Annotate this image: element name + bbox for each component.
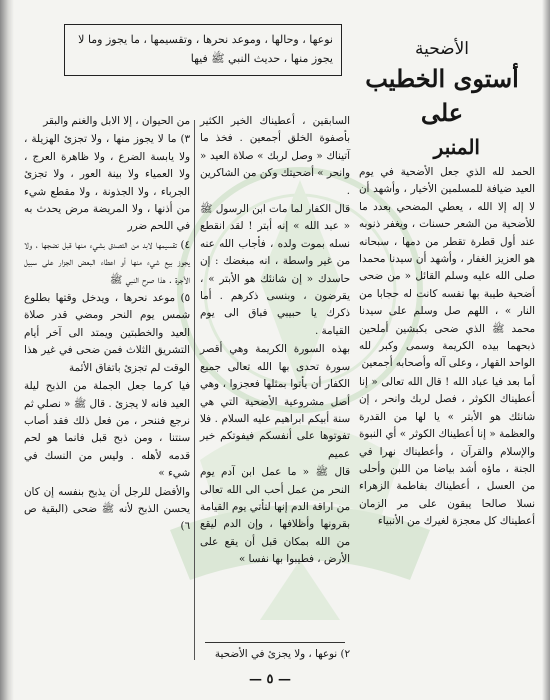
column-left [24, 113, 190, 537]
footnote-rule [205, 642, 345, 643]
paragraph: قال ﷺ « ما عمل ابن آدم يوم النحر من عمل أحب الى الله تعالى من اراقة الدم إنها لتأتي يوم القيامة بقرونها وأظلافها ، وإن الدم ليقع من الله بمكان قبل أن يقع على الأرض ، فطيبوا بها نفسا » [200, 466, 350, 566]
paragraph: الحمد لله الذي جعل الأضحية في يوم العيد ضيافة للمسلمين الأخيار ، وأشهد أن لا إله إلا الله ، يعطي المضحي بعدد ما للأضحية من الشعر حسنات ، ويغفر ذنوبه عند أول قطرة تقطر من دمها ، سبحانه هو العزيز الغفار ، وأشهد أن سيدنا محمدا صلى الله عليه وسلم القائل « من ضحى أضحية طيبة بها نفسه كانت له حجابا من النار » ، اللهم صل وسلم على سيدنا محمد ﷺ الذي ضحى بكبشين أملحين ذبحهما بيده الكريمة وسمى وكبر لله الواحد القهار ، وعلى آله وأصحابه أجمعين [359, 166, 535, 370]
page-number: — ٥ — [248, 672, 292, 687]
boxed-note [64, 24, 342, 76]
title-sub: المنبر [433, 135, 480, 159]
scan-edge-right [542, 0, 550, 700]
column-middle [200, 113, 350, 570]
paragraph: السابقين ، أعطيناك الخير الكثير بأصفوة الخلق أجمعين . فخذ ما آتيناك « وصل لربك » صلاة العيد « وانحر » أضحيتك وكن من الشاكرين . [200, 115, 350, 197]
scan-edge-left [0, 0, 14, 700]
paragraph: أما بعد فيا عباد الله ! قال الله تعالى « إنا أعطيناك الكوثر ، فصل لربك وانحر ، إن شانئك هو الأبتر » يا لها من القدرة والعظمة « إنا أعطيناك الكوثر » أي النبوة والإسلام والقرآن ، وأعطيناك نهرا في الجنة ، ماؤه أشد بياضا من اللبن وأحلى من العسل ، أعطيناك بفاطمة الزهراء نسلا صالحا يبقون على مر الزمان أعطيناك كل معجزة لغيرك من الأنبياء [359, 375, 535, 528]
paragraph: قال الكفار لما مات ابن الرسول ﷺ « عبد الله » إنه أبتر ! لقد انقطع نسله بموت ولده ، فأجاب الله عنه من غير واسطة ، انه مبغضك : إن حاسدك « إن شانئك هو الأبتر » ، يقرضون ، وبنسى ذكرهم . أما ذكرك يا حبيبي فباق الى يوم القيامة . [200, 203, 350, 337]
title-main: أستوى الخطيب على [365, 64, 519, 127]
paragraph: ٣) ما لا يجوز منها ، ولا تجزئ الهزيلة ، ولا يابسة الضرع ، ولا ظاهرة العرج ، ولا العمياء ولا بينة العور ، ولا تجزئ الجرباء ، ولا الجذونة ، ولا مقطع شيء من أذنها ، ولا المريضة مرض يحدث به في اللحم ضرر [24, 133, 190, 233]
title-top: الأضحية [414, 39, 470, 59]
paragraph: ٤) تقسيمها لابد من التصدق بشيء منها قبل نضجها ، ولا يجوز بيع شيء منها أو اعطاء البعض الجزار على سبيل الأجرة . هذا صرح النبي ﷺ [24, 238, 190, 286]
column-divider [194, 120, 195, 660]
paragraph: فيا كرما جعل الجملة من الذبح ليلة العيد فانه لا يجزئ . قال ﷺ « نصلي ثم نرجع فننحر ، من فعل ذلك فقد أصاب سنتنا ، ومن ذبح قبل فانما هو لحم قدمه لأهله . وليس من النسك في شيء » [24, 380, 190, 480]
paragraph: ٥) موعد نحرها ، ويدخل وقتها بطلوع شمس يوم النحر ومضي قدر صلاة العيد والخطبتين ويمتد الى آخر أيام التشريق الثلاث فمن ضحى في غير هذا الوقت لم تجزئ باتفاق الأئمة [24, 292, 190, 374]
article-title [352, 36, 532, 164]
paragraph: من الحيوان ، إلا الابل والغنم والبقر [43, 115, 190, 127]
footnote: ٢) نوعها ، ولا يجزئ في الأضحية [214, 648, 350, 660]
paragraph: بهذه السورة الكريمة وهي أقصر سورة تحدى بها الله تعالى جميع الكفار أن يأتوا بمثلها فعجزوا ، وهي أصل مشروعية الأضحية التي هي سنة أبيكم ابراهيم عليه السلام . فلا تفوتوها على أنفسكم فيفوتكم خير عميم [200, 343, 350, 460]
paragraph: والأفضل للرجل أن يذبح بنفسه إن كان يحسن الذبح لأنه ﷺ ضحى (البقية ص ٦) [24, 485, 190, 533]
boxed-note-text: نوعها ، وحالها ، وموعد نحرها ، وتقسيمها ، ما يجوز وما لا يجوز منها ، حديث النبي ﷺ فيها [78, 33, 333, 65]
column-right [359, 164, 535, 532]
